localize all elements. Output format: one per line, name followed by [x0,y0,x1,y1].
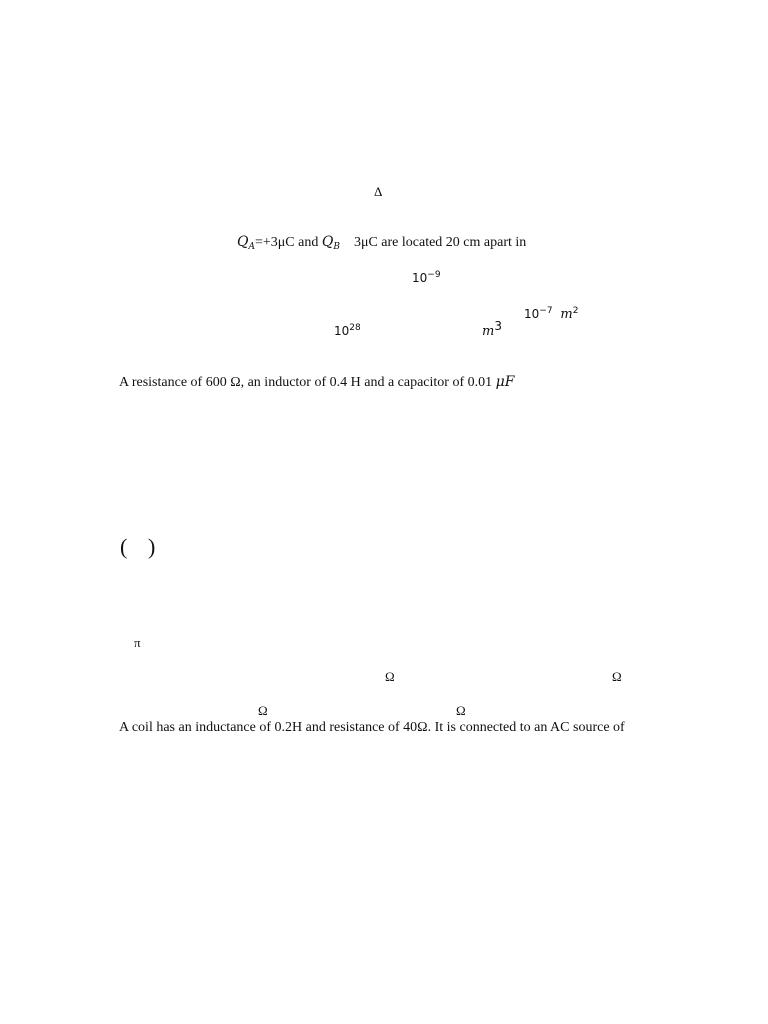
pi-symbol: π [134,635,141,650]
charge-a-symbol: Q [237,234,249,250]
resistance-line [119,374,514,391]
power-exponent: −7 [539,306,553,316]
capacitance-unit: μF [495,374,515,390]
power-base: 10 [412,271,428,285]
charge-b-symbol: Q [321,234,334,250]
power-base: 10 [524,307,540,321]
charge-b-rest: 3μC are located 20 cm apart in [353,235,527,250]
area-unit-exponent: 2 [572,306,579,316]
open-parenthesis: ( [120,534,128,559]
omega-symbol: Ω [258,703,268,718]
volume-unit-exponent: 3 [494,319,502,333]
resistance-text: A resistance of 600 Ω, an inductor of 0.4 H and a capacitor of 0.01 [119,375,496,390]
power-exponent: −9 [427,270,441,280]
omega-symbol: Ω [456,703,466,718]
charge-a-subscript: A [248,242,255,252]
coil-line: A coil has an inductance of 0.2H and resistance of 40Ω. It is connected to an AC source of [119,720,625,735]
close-parenthesis: ) [148,534,156,559]
delta-symbol: Δ [374,184,383,199]
charge-a-value: =+3μC and [254,235,322,250]
omega-symbol: Ω [612,669,622,684]
power-base: 10 [334,324,350,338]
charge-b-subscript: B [333,242,340,252]
charges-line [237,234,526,251]
omega-symbol: Ω [385,669,395,684]
cubic-meter-unit [482,319,502,340]
area-value [524,306,578,323]
area-unit: m [560,307,573,322]
power-ten-minus-9 [412,270,441,286]
volume-unit: m [482,324,495,339]
power-ten-28 [334,323,361,339]
power-exponent: 28 [349,323,361,333]
